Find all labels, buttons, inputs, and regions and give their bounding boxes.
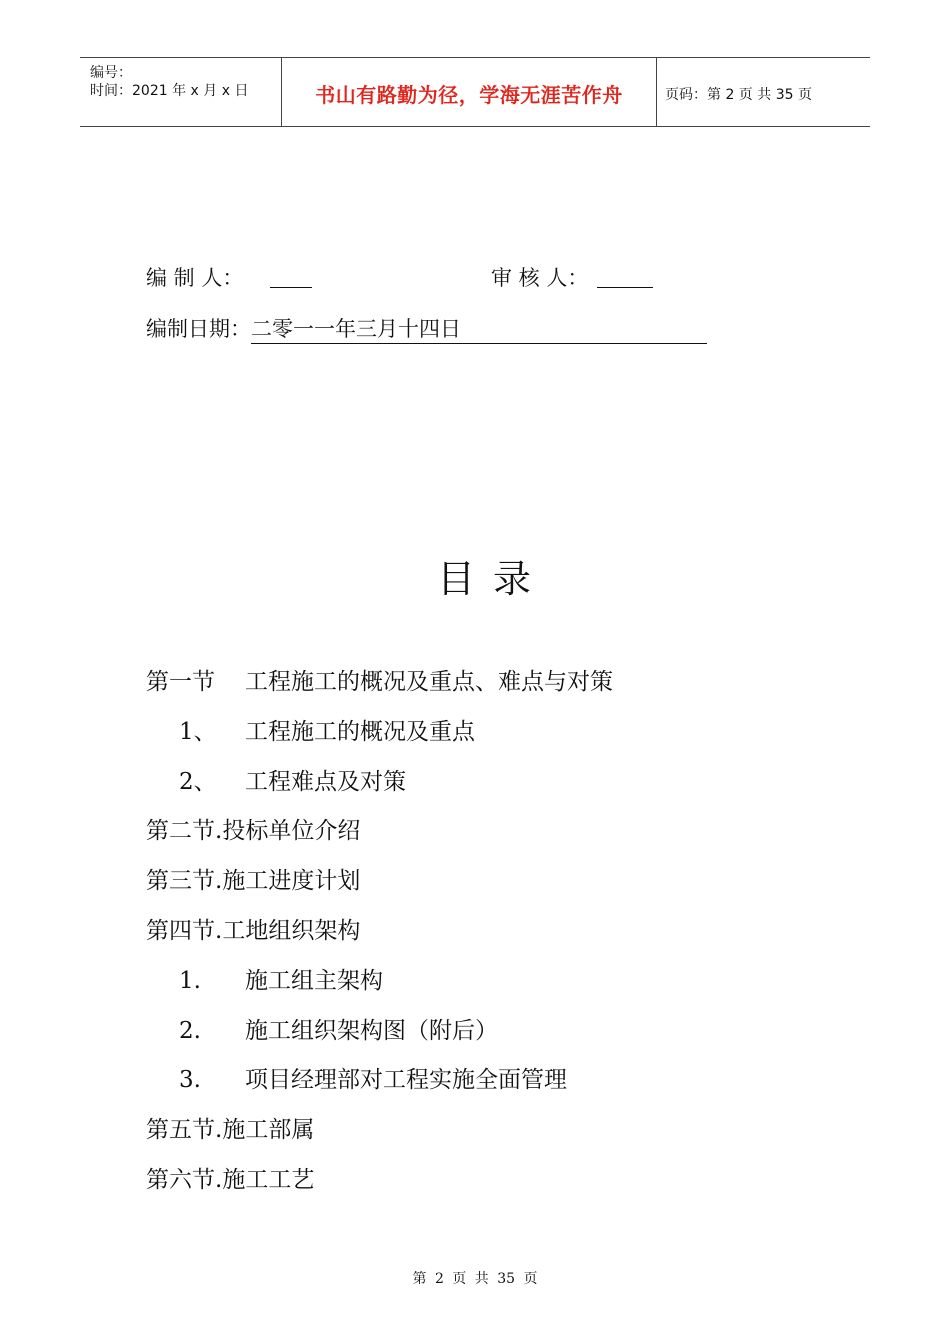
document-header xyxy=(80,57,870,127)
toc-item-text: 工程难点及对策 xyxy=(245,768,406,795)
header-motto-cell xyxy=(281,58,657,126)
toc-list xyxy=(146,662,846,1210)
toc-item-number: 2、 xyxy=(179,768,217,795)
toc-item-number: 第二节. xyxy=(146,818,223,845)
toc-item-text: 施工进度计划 xyxy=(222,868,361,895)
toc-item-text: 项目经理部对工程实施全面管理 xyxy=(245,1067,567,1094)
author-line xyxy=(146,262,312,292)
toc-item[interactable] xyxy=(146,662,846,712)
date-label: 编制日期： xyxy=(146,317,251,341)
toc-item-number: 第六节. xyxy=(146,1166,223,1193)
header-motto: 书山有路勤为径，学海无涯苦作舟 xyxy=(315,83,623,107)
toc-item-number: 第一节 xyxy=(146,669,215,695)
toc-title: 目录 xyxy=(436,557,549,601)
toc-item[interactable] xyxy=(146,712,846,762)
toc-item-number: 第三节. xyxy=(146,868,223,895)
toc-item-number: 第五节. xyxy=(146,1117,223,1144)
toc-item-text: 投标单位介绍 xyxy=(222,818,361,845)
toc-item-number: 1. xyxy=(179,967,201,994)
toc-item-number: 2. xyxy=(179,1017,201,1044)
toc-item-number: 1、 xyxy=(179,718,217,745)
toc-item[interactable] xyxy=(146,1160,846,1210)
toc-item-text: 施工部属 xyxy=(222,1117,315,1144)
toc-item[interactable] xyxy=(146,861,846,911)
toc-item-text: 施工组主架构 xyxy=(245,967,383,994)
header-info-cell xyxy=(80,58,281,126)
author-label: 编 制 人： xyxy=(146,266,244,290)
toc-item[interactable] xyxy=(146,811,846,861)
date-line xyxy=(146,313,707,344)
reviewer-label: 审 核 人： xyxy=(491,266,589,290)
date-field xyxy=(251,313,707,344)
header-page-cell xyxy=(656,58,870,126)
document-time-label: 时间：2021 年 x 月 x 日 xyxy=(90,83,249,99)
toc-item-text: 工程施工的概况及重点、难点与对策 xyxy=(245,669,613,695)
reviewer-line xyxy=(491,262,653,292)
toc-item[interactable] xyxy=(146,1110,846,1160)
reviewer-blank xyxy=(597,267,653,288)
toc-item-number: 3. xyxy=(179,1067,201,1094)
date-value: 二零一一年三月十四日 xyxy=(251,317,461,341)
document-code-label: 编号： xyxy=(90,65,132,81)
toc-item-text: 工程施工的概况及重点 xyxy=(245,718,475,745)
toc-item[interactable] xyxy=(146,961,846,1011)
toc-item[interactable] xyxy=(146,1060,846,1110)
toc-item-text: 施工工艺 xyxy=(222,1166,315,1193)
page-footer: 第 2 页 共 35 页 xyxy=(412,1271,538,1287)
toc-item-text: 施工组织架构图（附后） xyxy=(245,1017,498,1044)
toc-item[interactable] xyxy=(146,911,846,961)
toc-item[interactable] xyxy=(146,762,846,812)
author-blank xyxy=(270,267,312,288)
toc-item[interactable] xyxy=(146,1011,846,1061)
toc-item-text: 工地组织架构 xyxy=(222,917,361,944)
toc-item-number: 第四节. xyxy=(146,917,223,944)
header-page-number: 页码：第 2 页 共 35 页 xyxy=(665,87,812,103)
